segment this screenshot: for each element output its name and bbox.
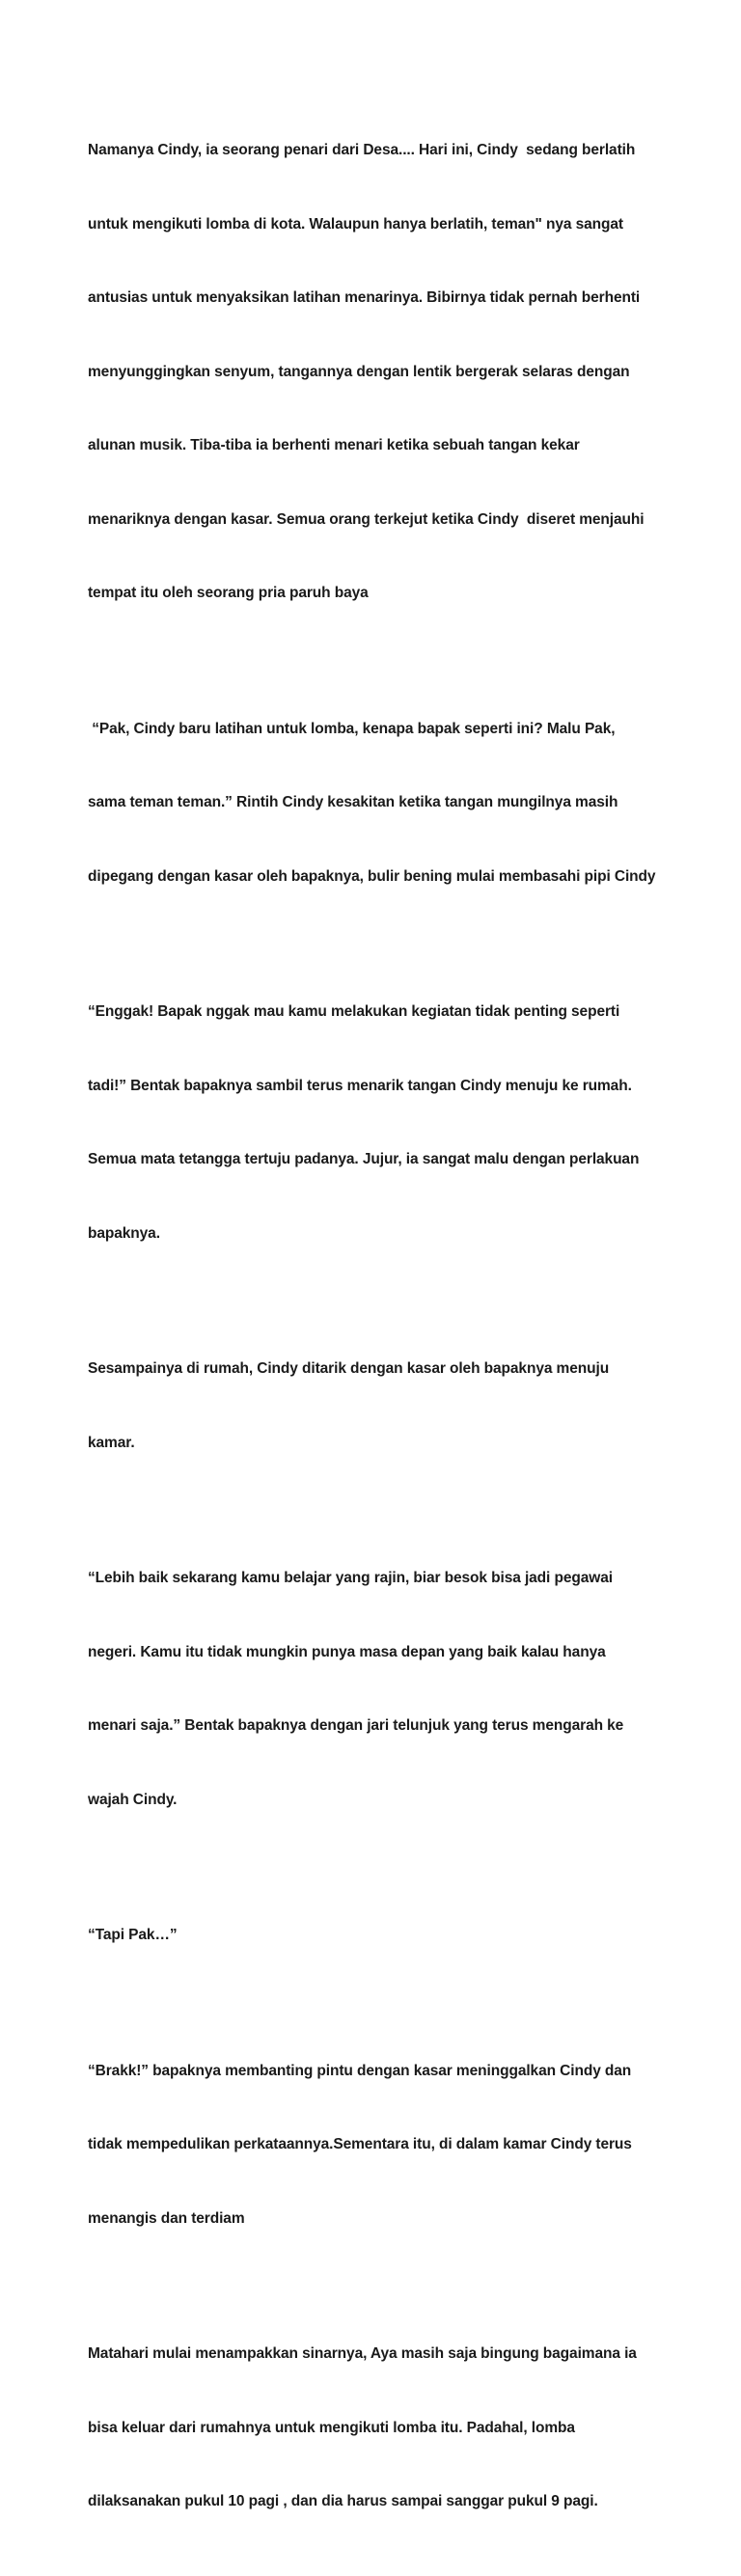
text-line: “Enggak! Bapak nggak mau kamu melakukan kegiatan tidak penting seperti (88, 1003, 620, 1020)
text-line: dilaksanakan pukul 10 pagi , dan dia harus sampai sanggar pukul 9 pagi. (88, 2493, 598, 2509)
text-line: alunan musik. Tiba-tiba ia berhenti menari ketika sebuah tangan kekar (88, 437, 580, 453)
text-line: tadi!” Bentak bapaknya sambil terus menarik tangan Cindy menuju ke rumah. (88, 1077, 632, 1094)
paragraph-8 (88, 2292, 667, 2563)
paragraph-1 (88, 89, 667, 655)
text-line: Namanya Cindy, ia seorang penari dari Desa.... Hari ini, Cindy sedang berlatih (88, 142, 636, 158)
text-line: sama teman teman.” Rintih Cindy kesakitan ketika tangan mungilnya masih (88, 794, 618, 810)
paragraph-7 (88, 2010, 667, 2281)
paragraph-2 (88, 668, 667, 939)
text-line: wajah Cindy. (88, 1791, 178, 1808)
text-line: untuk mengikuti lomba di kota. Walaupun hanya berlatih, teman" nya sangat (88, 215, 623, 233)
text-line: tidak mempedulikan perkataannya.Sementara itu, di dalam kamar Cindy terus (88, 2136, 632, 2152)
text-line: menariknya dengan kasar. Semua orang terkejut ketika Cindy diseret menjauhi (88, 510, 645, 528)
paragraph-6 (88, 1874, 667, 1997)
text-line: negeri. Kamu itu tidak mungkin punya masa depan yang baik kalau hanya (88, 1643, 606, 1660)
text-line: dipegang dengan kasar oleh bapaknya, bulir bening mulai membasahi pipi Cindy (88, 867, 656, 885)
text-line: Semua mata tetangga tertuju padanya. Jujur, ia sangat malu dengan perlakuan (88, 1151, 640, 1167)
paragraph-4 (88, 1307, 667, 1504)
text-line: Sesampainya di rumah, Cindy ditarik dengan kasar oleh bapaknya menuju (88, 1360, 610, 1377)
text-line: antusias untuk menyaksikan latihan menarinya. Bibirnya tidak pernah berhenti (88, 289, 641, 306)
text-line: “Pak, Cindy baru latihan untuk lomba, kenapa bapak seperti ini? Malu Pak, (88, 720, 616, 737)
text-line: bisa keluar dari rumahnya untuk mengikuti lomba itu. Padahal, lomba (88, 2419, 575, 2436)
text-line: menyunggingkan senyum, tangannya dengan lentik bergerak selaras dengan (88, 363, 630, 380)
paragraph-5 (88, 1517, 667, 1861)
text-line: menangis dan terdiam (88, 2209, 245, 2227)
document-body (88, 89, 667, 2576)
paragraph-3 (88, 950, 667, 1295)
text-line: “Tapi Pak…” (88, 1927, 178, 1943)
text-line: Matahari mulai menampakkan sinarnya, Aya masih saja bingung bagaimana ia (88, 2345, 637, 2362)
text-line: “Lebih baik sekarang kamu belajar yang rajin, biar besok bisa jadi pegawai (88, 1570, 613, 1586)
text-line: “Brakk!” bapaknya membanting pintu dengan kasar meninggalkan Cindy dan (88, 2062, 632, 2079)
text-line: bapaknya. (88, 1224, 160, 1242)
text-line: kamar. (88, 1434, 135, 1451)
text-line: menari saja.” Bentak bapaknya dengan jari telunjuk yang terus mengarah ke (88, 1717, 624, 1734)
text-line: tempat itu oleh seorang pria paruh baya (88, 585, 369, 601)
